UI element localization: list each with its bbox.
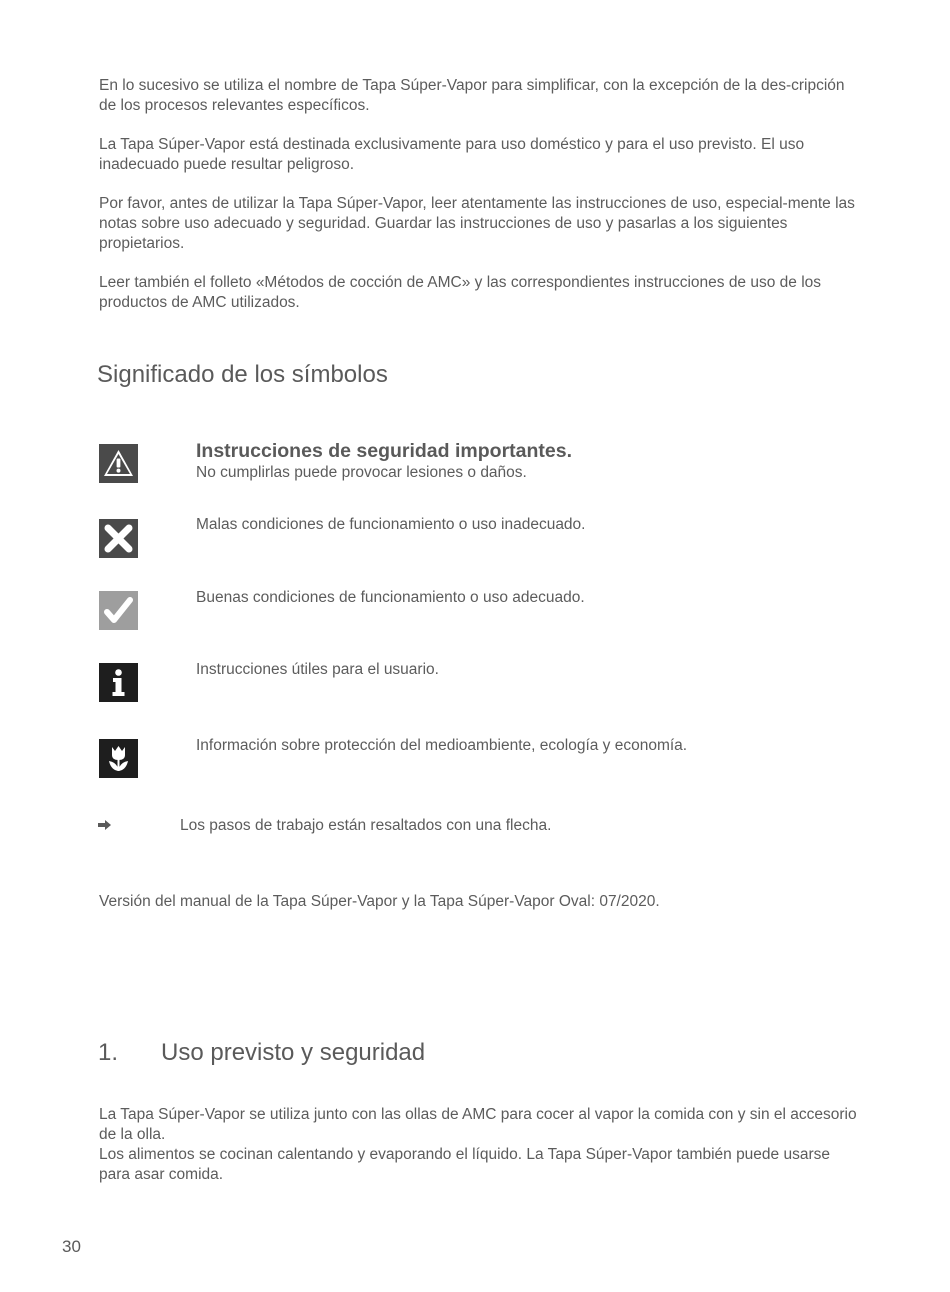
section-paragraph-1: La Tapa Súper-Vapor se utiliza junto con las ollas de AMC para cocer al vapor la comida con y sin el accesorio de la olla. <box>99 1106 857 1143</box>
intro-paragraph-1: En lo sucesivo se utiliza el nombre de Tapa Súper-Vapor para simplificar, con la excepción de la des-cripción de los procesos relevantes específicos. <box>99 77 845 114</box>
section-number: 1. <box>98 1039 119 1066</box>
info-text: Instrucciones útiles para el usuario. <box>196 661 439 678</box>
intro-paragraph-2: La Tapa Súper-Vapor está destinada exclusivamente para uso doméstico y para el uso previsto. El uso inadecuado puede resultar peligroso. <box>99 136 805 173</box>
arrow-text: Los pasos de trabajo están resaltados con una flecha. <box>180 817 552 834</box>
page-number: 30 <box>62 1237 81 1256</box>
section-paragraph-2: Los alimentos se cocinan calentando y evaporando el líquido. La Tapa Súper-Vapor también puede usarse para asar comida. <box>99 1146 830 1183</box>
info-icon <box>99 663 138 702</box>
warning-text: No cumplirlas puede provocar lesiones o daños. <box>196 464 527 481</box>
intro-paragraph-3: Por favor, antes de utilizar la Tapa Súper-Vapor, leer atentamente las instrucciones de uso, especial-mente las notas sobre uso adecuado y seguridad. Guardar las instrucciones de uso y pasarlas a los siguientes propietarios. <box>99 195 855 252</box>
section-title: Uso previsto y seguridad <box>161 1039 426 1066</box>
intro-paragraph-4: Leer también el folleto «Métodos de cocción de AMC» y las correspondientes instrucciones de uso de los productos de AMC utilizados. <box>99 274 822 311</box>
manual-version: Versión del manual de la Tapa Súper-Vapor y la Tapa Súper-Vapor Oval: 07/2020. <box>99 893 660 910</box>
checkmark-icon <box>99 591 138 630</box>
cross-icon <box>99 519 138 558</box>
wrong-usage-text: Malas condiciones de funcionamiento o uso inadecuado. <box>196 516 586 533</box>
eco-text: Información sobre protección del medioambiente, ecología y economía. <box>196 737 688 754</box>
symbols-heading: Significado de los símbolos <box>97 361 388 388</box>
correct-usage-text: Buenas condiciones de funcionamiento o uso adecuado. <box>196 589 585 606</box>
tulip-icon <box>99 739 138 778</box>
warning-title: Instrucciones de seguridad importantes. <box>196 440 573 462</box>
warning-triangle-icon <box>99 444 138 483</box>
arrow-right-icon <box>98 818 112 830</box>
